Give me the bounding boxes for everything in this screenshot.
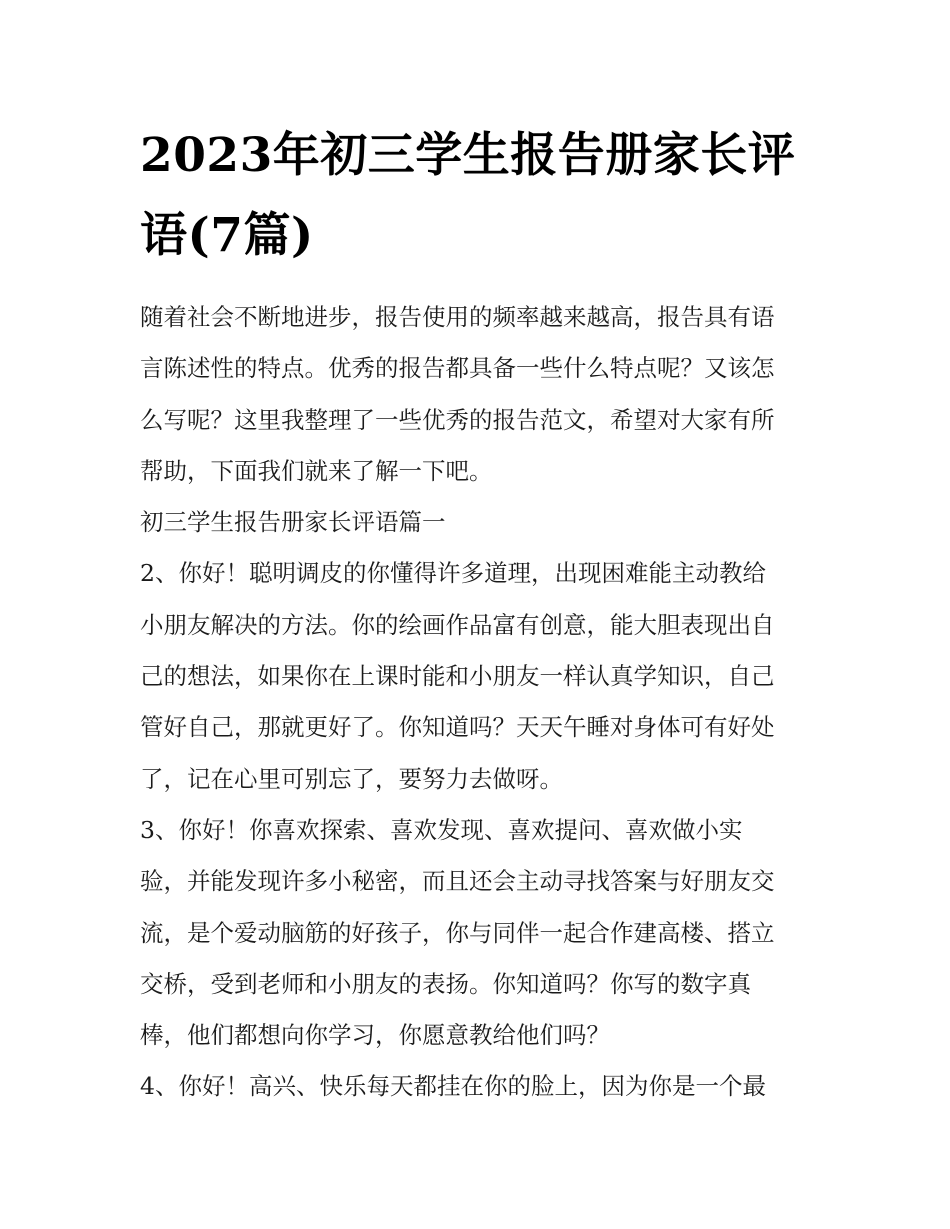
title-line: 2023年初三学生报告册家长评 xyxy=(140,128,796,183)
text-line: 流，是个爱动脑筋的好孩子，你与同伴一起合作建高楼、搭立 xyxy=(140,918,775,947)
document-title xyxy=(140,116,812,276)
text-line: 棒，他们都想向你学习，你愿意教给他们吗？ xyxy=(140,1021,610,1050)
text-line: 言陈述性的特点。优秀的报告都具备一些什么特点呢？又该怎 xyxy=(140,354,775,383)
text-line: 4、你好！高兴、快乐每天都挂在你的脸上，因为你是一个最 xyxy=(140,1072,766,1101)
text-line: 么写呢？这里我整理了一些优秀的报告范文，希望对大家有所 xyxy=(140,405,775,434)
text-line: 初三学生报告册家长评语篇一 xyxy=(140,508,446,537)
section-heading xyxy=(140,497,812,548)
text-line: 3、你好！你喜欢探索、喜欢发现、喜欢提问、喜欢做小实 xyxy=(140,815,743,844)
title-line: 语(7篇) xyxy=(140,208,314,263)
text-line: 验，并能发现许多小秘密，而且还会主动寻找答案与好朋友交 xyxy=(140,867,775,896)
text-line: 帮助，下面我们就来了解一下吧。 xyxy=(140,456,493,485)
text-line: 2、你好！聪明调皮的你懂得许多道理，出现困难能主动教给 xyxy=(140,559,766,588)
comment-paragraph-4 xyxy=(140,1061,812,1112)
text-line: 己的想法，如果你在上课时能和小朋友一样认真学知识，自己 xyxy=(140,662,775,691)
intro-paragraph xyxy=(140,292,812,497)
text-line: 管好自己，那就更好了。你知道吗？天天午睡对身体可有好处 xyxy=(140,713,775,742)
comment-paragraph-2 xyxy=(140,548,812,804)
document-body xyxy=(140,116,812,1113)
text-line: 了，记在心里可别忘了，要努力去做呀。 xyxy=(140,764,563,793)
text-line: 随着社会不断地进步，报告使用的频率越来越高，报告具有语 xyxy=(140,303,775,331)
comment-paragraph-3 xyxy=(140,805,812,1061)
text-line: 交桥，受到老师和小朋友的表扬。你知道吗？你写的数字真 xyxy=(140,969,751,998)
text-line: 小朋友解决的方法。你的绘画作品富有创意，能大胆表现出自 xyxy=(140,610,775,639)
